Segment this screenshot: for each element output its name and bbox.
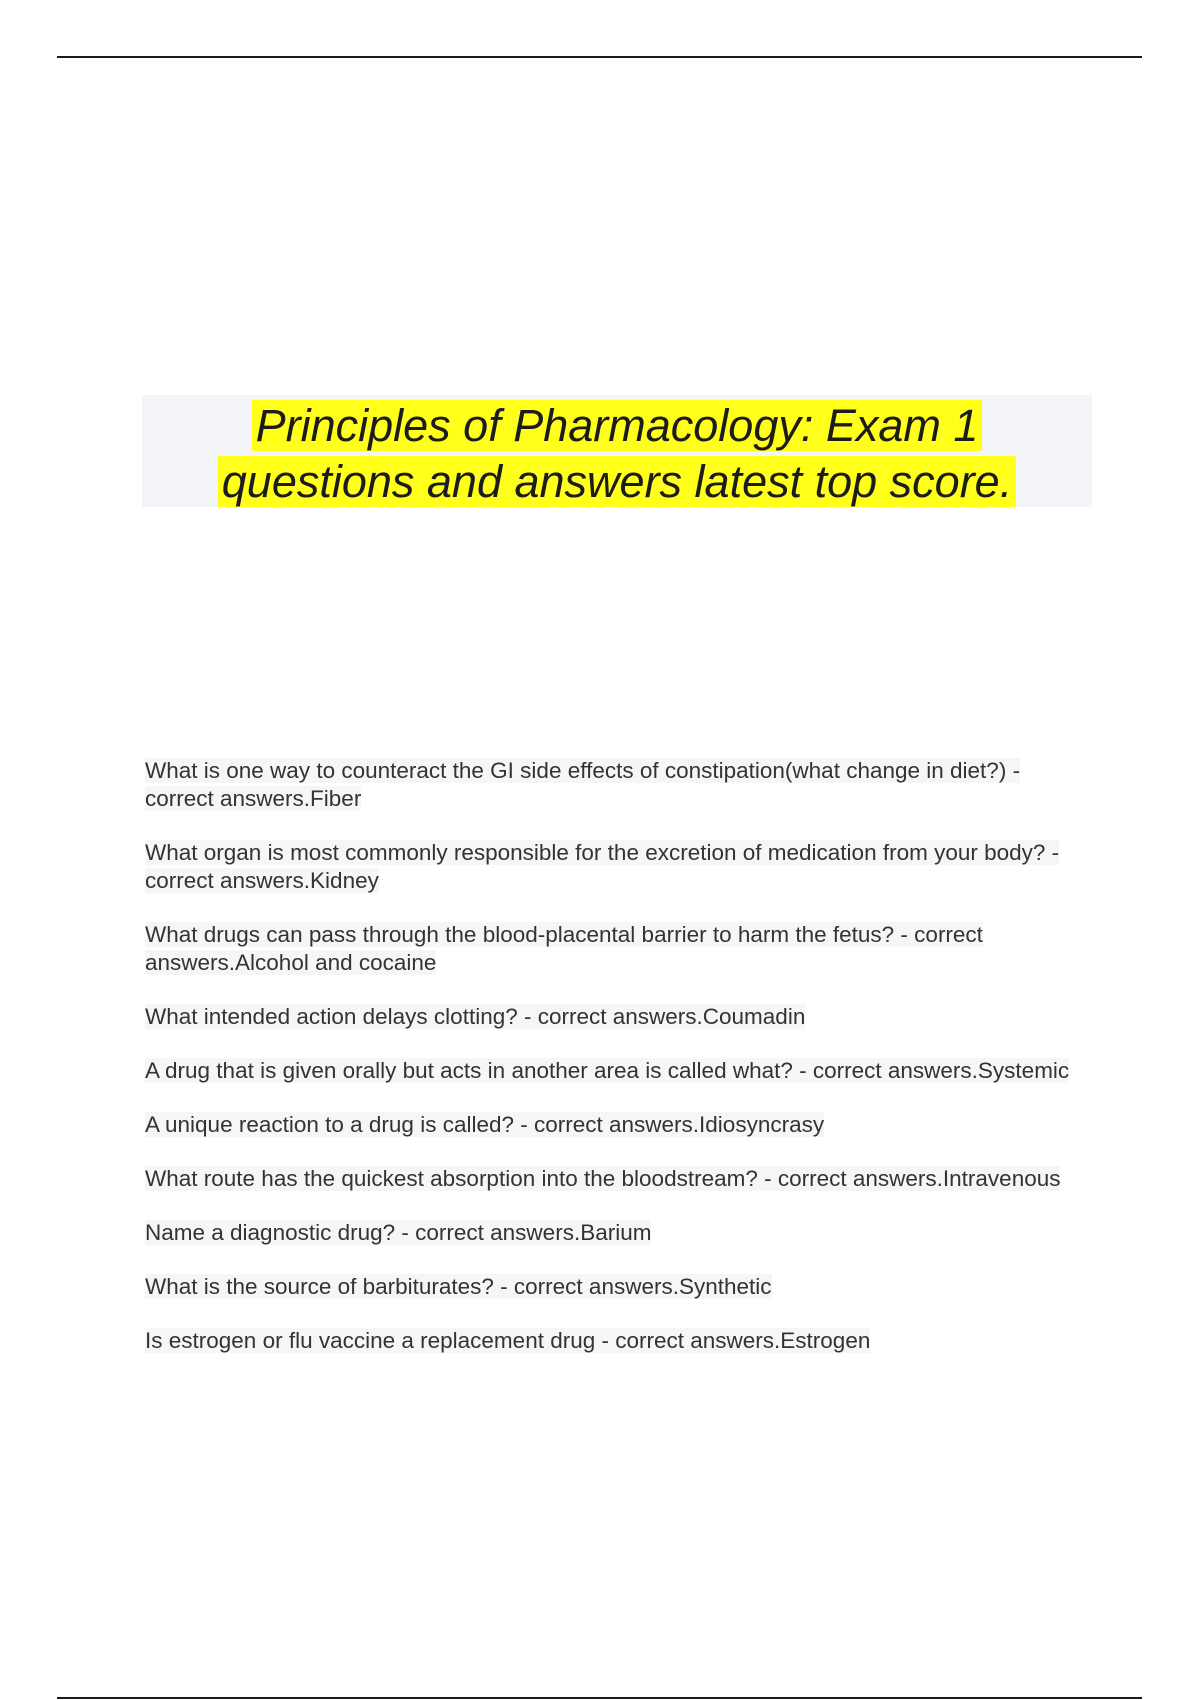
qa-text: Is estrogen or flu vaccine a replacement drug - correct answers.Estrogen — [145, 1328, 871, 1353]
qa-item — [145, 1165, 1095, 1193]
qa-item — [145, 1003, 1095, 1031]
top-divider — [57, 56, 1142, 58]
qa-list — [145, 757, 1095, 1381]
qa-text: A drug that is given orally but acts in another area is called what? - correct answers.Systemic — [145, 1058, 1070, 1083]
qa-item — [145, 1327, 1095, 1355]
title-line-1: Principles of Pharmacology: Exam 1 — [252, 400, 983, 451]
bottom-divider — [57, 1697, 1142, 1699]
title-block — [142, 395, 1092, 507]
qa-text: What route has the quickest absorption into the bloodstream? - correct answers.Intravenous — [145, 1166, 1061, 1191]
qa-item — [145, 839, 1095, 895]
qa-text: A unique reaction to a drug is called? - correct answers.Idiosyncrasy — [145, 1112, 825, 1137]
qa-item — [145, 1219, 1095, 1247]
qa-item — [145, 1057, 1095, 1085]
qa-item — [145, 1273, 1095, 1301]
page-title — [142, 395, 1092, 510]
qa-text: What is the source of barbiturates? - correct answers.Synthetic — [145, 1274, 772, 1299]
qa-item — [145, 757, 1095, 813]
qa-text: What drugs can pass through the blood-placental barrier to harm the fetus? - correct answers.Alcohol and cocaine — [145, 922, 983, 975]
qa-item — [145, 921, 1095, 977]
qa-text: Name a diagnostic drug? - correct answers.Barium — [145, 1220, 652, 1245]
qa-text: What intended action delays clotting? - correct answers.Coumadin — [145, 1004, 806, 1029]
qa-item — [145, 1111, 1095, 1139]
qa-text: What organ is most commonly responsible for the excretion of medication from your body? - correct answers.Kidney — [145, 840, 1060, 893]
title-line-2: questions and answers latest top score. — [218, 456, 1016, 507]
qa-text: What is one way to counteract the GI side effects of constipation(what change in diet?) - correct answers.Fiber — [145, 758, 1021, 811]
